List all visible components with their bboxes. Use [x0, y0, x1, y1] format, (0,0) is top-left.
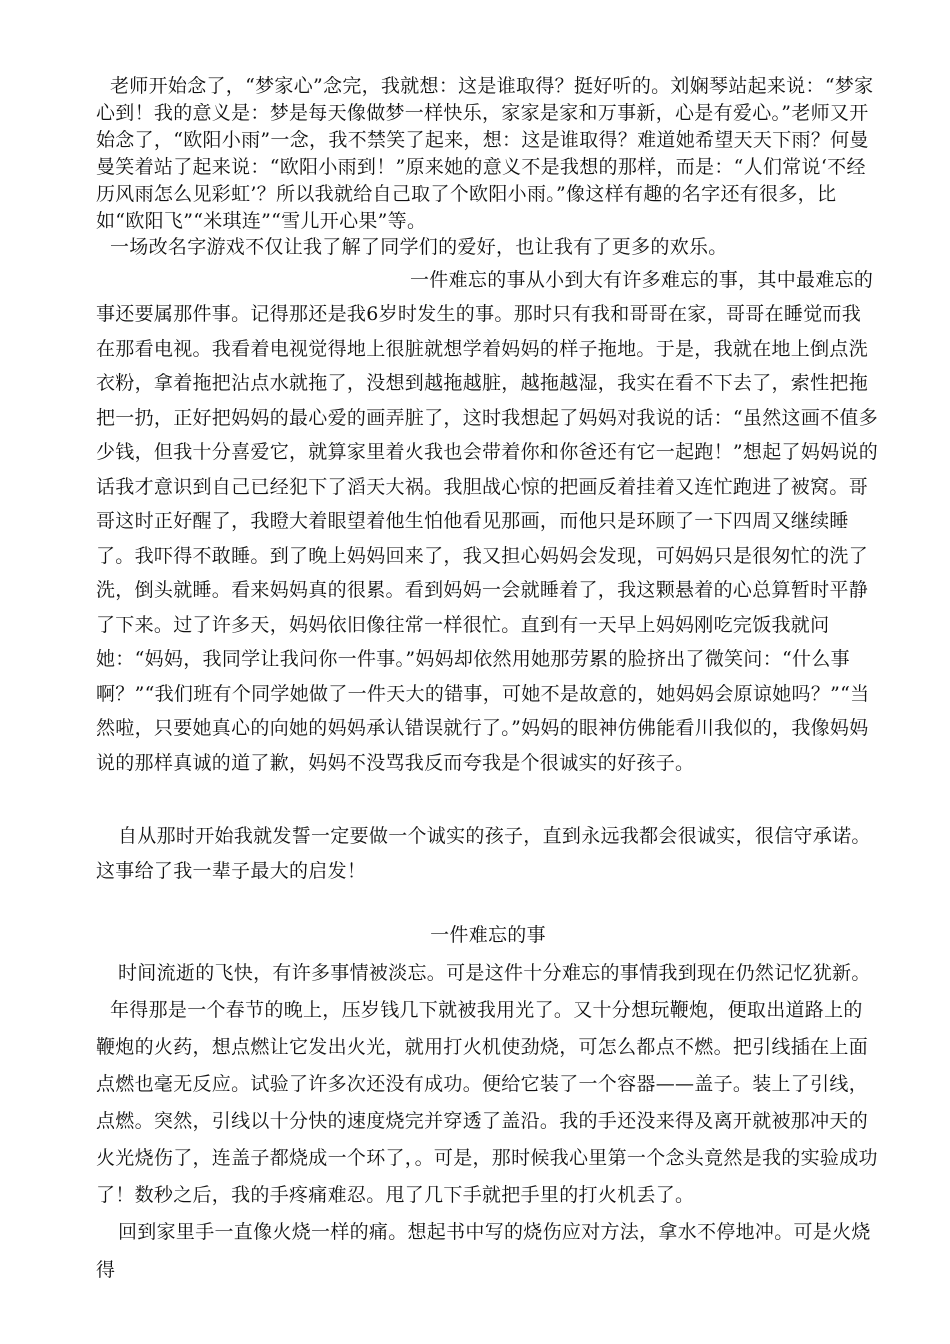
- paragraph-name-game-conclusion: 一场改名字游戏不仅让我了解了同学们的爱好，也让我有了更多的欢乐。: [110, 236, 728, 258]
- story-honesty-title: 一件难忘的事: [410, 269, 526, 291]
- story-honesty-first-line: 从小到大有许多难忘的事，其中最难忘的: [525, 269, 874, 291]
- story-firecracker-aftermath: 回到家里手一直像火烧一样的痛。想起书中写的烧伤应对方法，拿水不停地冲。可是火烧得: [96, 1221, 871, 1281]
- story-firecracker-body: 年得那是一个春节的晚上，压岁钱几下就被我用光了。又十分想玩鞭炮，便取出道路上的鞭炮的火药，想点燃让它发出火光，就用打火机使劲烧，可怎么都点不燃。把引线插在上面点燃也毫无反应。试验了许多次还没有成功。便给它装了一个容器——盖子。装上了引线，点燃。突然，引线以十分快的速度烧完并穿透了盖沿。我的手还没来得及离开就被那冲天的火光烧伤了，连盖子都烧成一个环了，。可是，那时候我心里第一个念头竟然是我的实验成功了！数秒之后，我的手疼痛难忍。甩了几下手就把手里的打火机丢了。: [96, 999, 878, 1206]
- story-honesty-conclusion: 自从那时开始我就发誓一定要做一个诚实的孩子，直到永远我都会很诚实，很信守承诺。这事给了我一辈子最大的启发！: [96, 825, 871, 882]
- story-honesty-opening: [96, 263, 880, 298]
- story-honesty-body: 事还要属那件事。记得那还是我6岁时发生的事。那时只有我和哥哥在家，哥哥在睡觉而我在那看电视。我看着电视觉得地上很脏就想学着妈妈的样子拖地。于是，我就在地上倒点洗衣粉，拿着拖把沾点水就拖了，没想到越拖越脏，越拖越湿，我实在看不下去了，索性把拖把一扔，正好把妈妈的最心爱的画弄脏了，这时我想起了妈妈对我说的话：“虽然这画不值多少钱，但我十分喜爱它，就算家里着火我也会带着你和你爸还有它一起跑！”想起了妈妈说的话我才意识到自己已经犯下了滔天大祸。我胆战心惊的把画反着挂着又连忙跑进了被窝。哥哥这时正好醒了，我瞪大着眼望着他生怕他看见那画，而他只是环顾了一下四周又继续睡了。我吓得不敢睡。到了晚上妈妈回来了，我又担心妈妈会发现，可妈妈只是很匆忙的洗了洗，倒头就睡。看来妈妈真的很累。看到妈妈一会就睡着了，我这颗悬着的心总算暂时平静了下来。过了许多天，妈妈依旧像往常一样很忙。直到有一天早上妈妈刚吃完饭我就问她：“妈妈，我同学让我问你一件事。”妈妈却依然用她那劳累的脸挤出了微笑问：“什么事啊？”“我们班有个同学她做了一件天大的错事，可她不是故意的，她妈妈会原谅她吗？”“当然啦，只要她真心的向她的妈妈承认错误就行了。”妈妈的眼神仿佛能看川我似的，我像妈妈说的那样真诚的道了歉，妈妈不没骂我反而夸我是个很诚实的好孩子。: [96, 303, 879, 774]
- story-firecracker-intro: 时间流逝的飞快，有许多事情被淡忘。可是这件十分难忘的事情我到现在仍然记忆犹新。: [118, 962, 871, 984]
- paragraph-name-game: 老师开始念了，“梦家心”念完，我就想：这是谁取得？挺好听的。刘娴琴站起来说：“梦家心到！我的意义是：梦是每天像做梦一样快乐，家家是家和万事新，心是有爱心。”老师又开始念了，“欧阳小雨”一念，我不禁笑了起来，想：这是谁取得？难道她希望天天下雨？何曼曼笑着站了起来说：“欧阳小雨到！”原来她的意义不是我想的那样，而是：“人们常说‘不经历风雨怎么见彩虹’？所以我就给自己取了个欧阳小雨。”像这样有趣的名字还有很多，比如“欧阳飞”“米琪连”“雪儿开心果”等。: [96, 75, 874, 232]
- story-firecracker-title: 一件难忘的事: [430, 924, 546, 946]
